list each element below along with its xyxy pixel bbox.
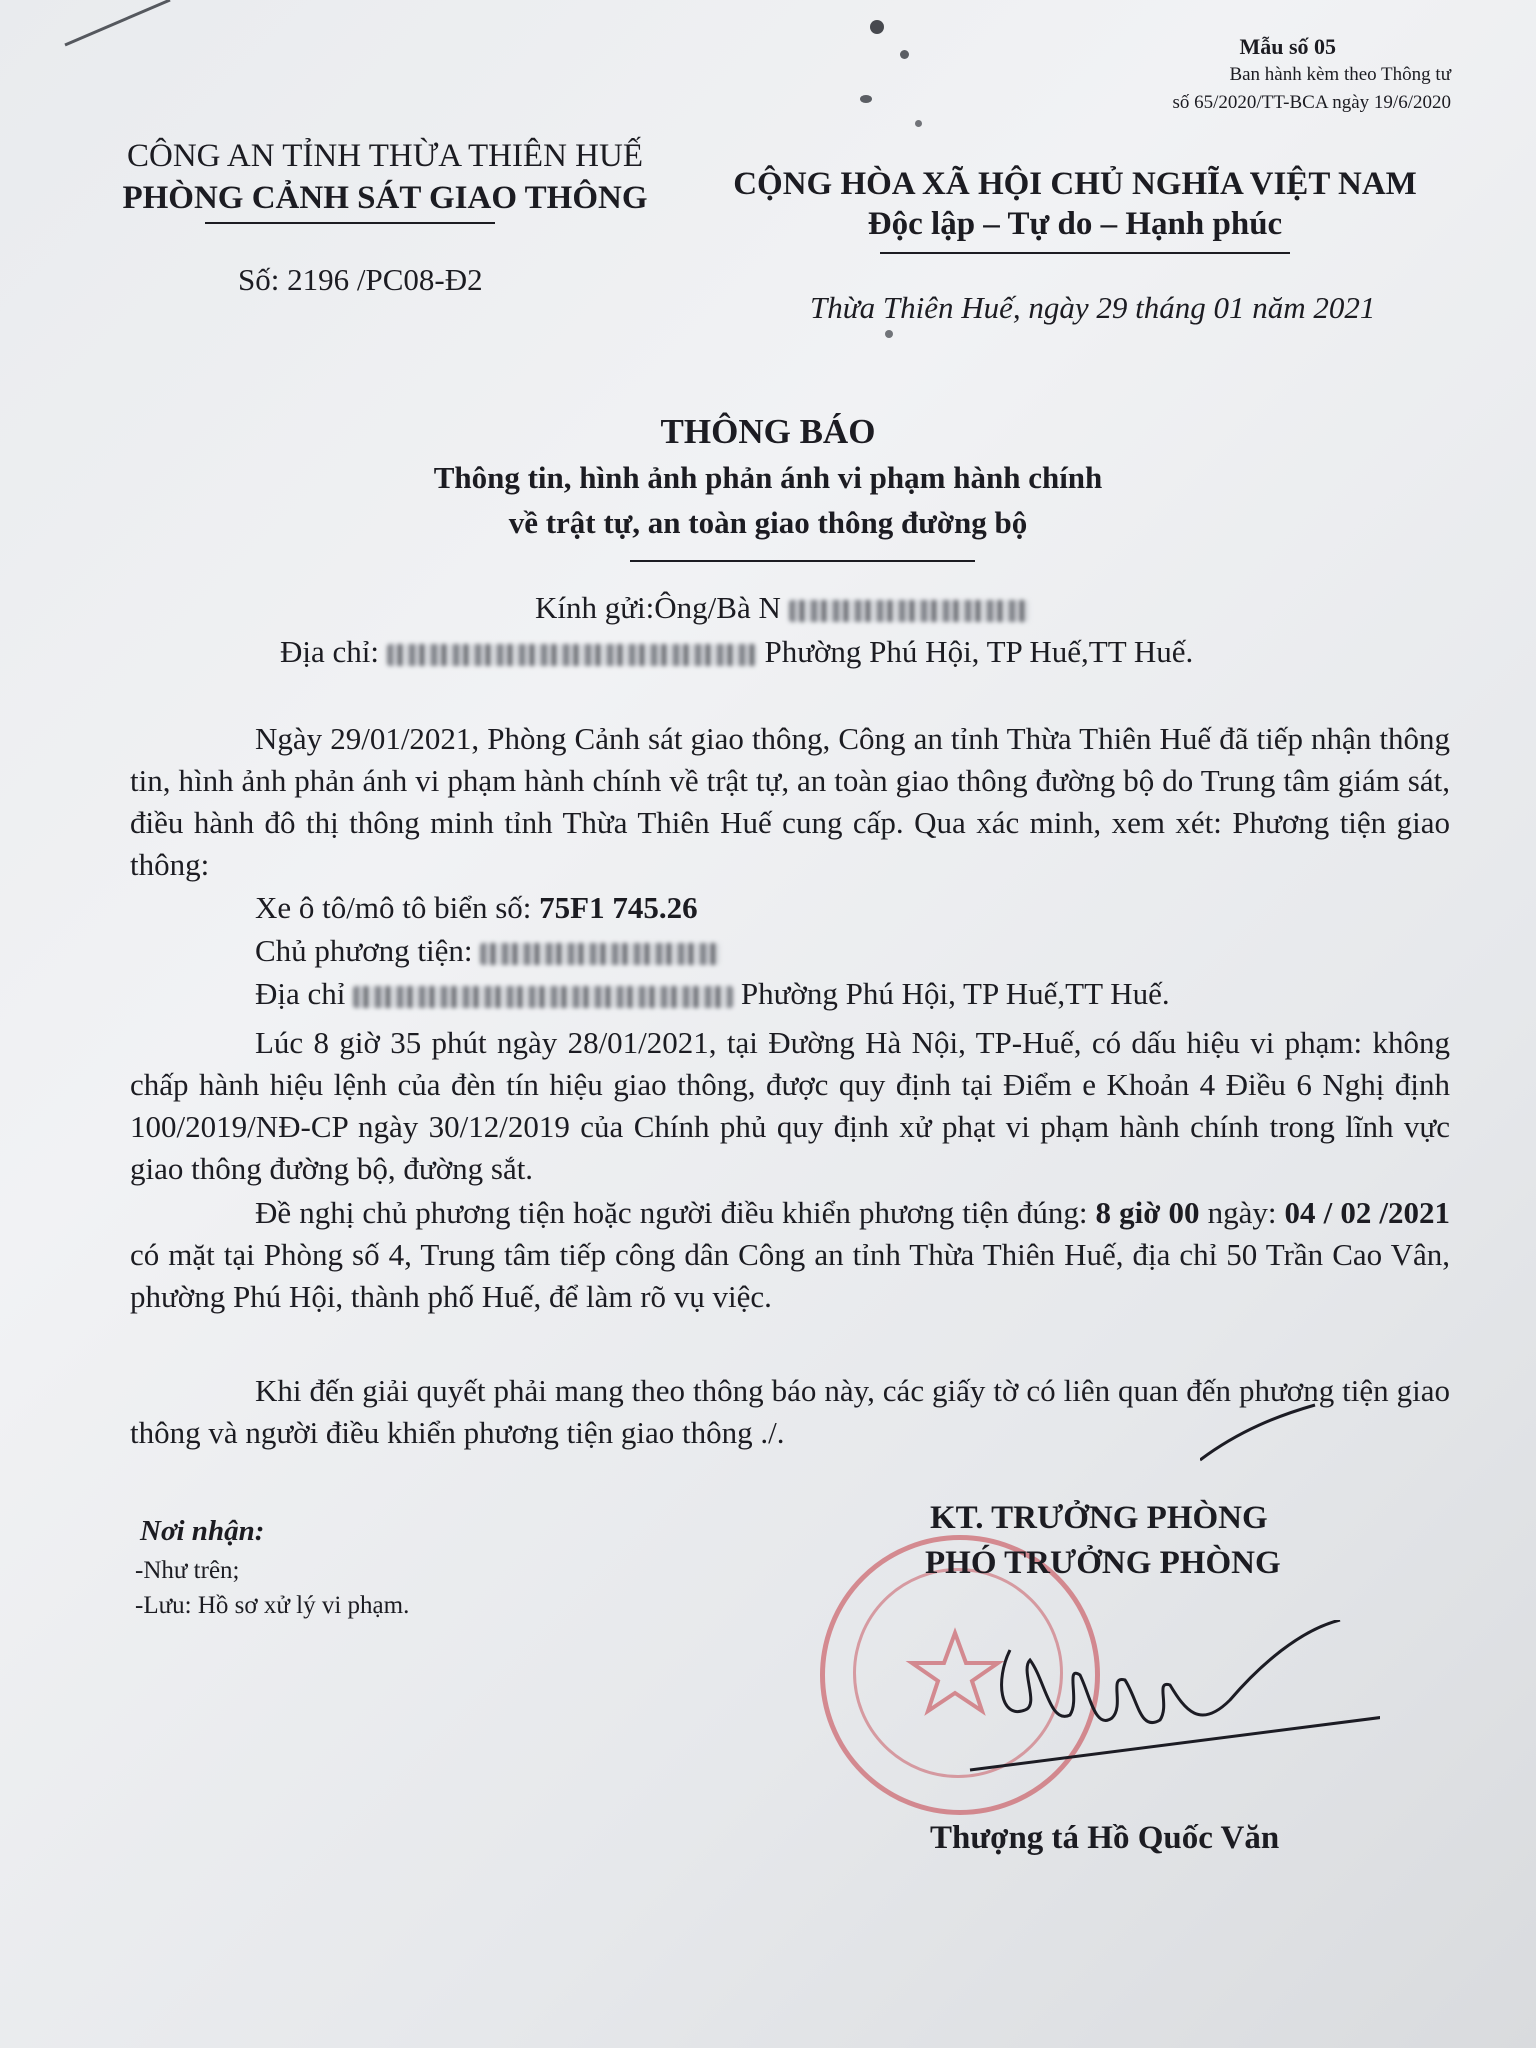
address-tail: Phường Phú Hội, TP Huế,TT Huế. — [764, 634, 1194, 669]
initial-mark — [1200, 1400, 1320, 1480]
agency-parent: CÔNG AN TỈNH THỪA THIÊN HUẾ — [126, 138, 643, 174]
vehicle-line — [255, 890, 698, 926]
owner-address-label: Địa chỉ — [255, 976, 346, 1011]
ink-smudge — [915, 120, 922, 127]
recipients-title: Nơi nhận: — [140, 1515, 265, 1547]
place-date: Thừa Thiên Huế, ngày 29 tháng 01 năm 2021 — [810, 290, 1376, 325]
recipients-line-2: -Lưu: Hồ sơ xử lý vi phạm. — [135, 1592, 410, 1619]
form-circular-line: số 65/2020/TT-BCA ngày 19/6/2020 — [1172, 92, 1451, 113]
owner-address-tail: Phường Phú Hội, TP Huế,TT Huế. — [740, 976, 1170, 1011]
summons-text-a: Đề nghị chủ phương tiện hoặc người điều khiển phương tiện đúng: — [255, 1195, 1096, 1230]
ink-smudge — [870, 20, 884, 34]
ink-smudge — [860, 95, 872, 103]
paragraph-summons — [130, 1192, 1450, 1318]
vehicle-label: Xe ô tô/mô tô biển số: — [255, 890, 540, 925]
notice-subtitle-1: Thông tin, hình ảnh phản ánh vi phạm hành chính — [433, 460, 1103, 495]
license-plate: 75F1 745.26 — [539, 890, 698, 925]
recipients-line-1: -Như trên; — [135, 1557, 240, 1584]
owner-label: Chủ phương tiện: — [255, 933, 473, 968]
motto-underline — [880, 252, 1290, 254]
agency-underline — [205, 222, 495, 224]
summons-time: 8 giờ 00 — [1095, 1195, 1200, 1230]
recipient-label: Kính gửi:Ông/Bà N — [535, 590, 781, 625]
form-number: Mẫu số 05 — [1239, 34, 1336, 59]
recipient-line — [535, 590, 1029, 626]
title-underline — [630, 560, 975, 562]
notice-title: THÔNG BÁO — [660, 412, 876, 451]
redacted-name — [789, 600, 1029, 622]
ink-smudge — [900, 50, 909, 59]
redacted-owner — [480, 943, 720, 965]
national-title: CỘNG HÒA XÃ HỘI CHỦ NGHĨA VIỆT NAM — [733, 166, 1417, 202]
summons-text-b: ngày: — [1199, 1195, 1285, 1230]
owner-line — [255, 933, 720, 969]
summons-text-c: có mặt tại Phòng số 4, Trung tâm tiếp công dân Công an tỉnh Thừa Thiên Huế, địa chỉ 50 Trần Cao Vân, phường Phú Hội, thành phố Huế, để làm rõ vụ việc. — [130, 1237, 1450, 1314]
signature-title-2: PHÓ TRƯỞNG PHÒNG — [925, 1545, 1281, 1581]
paragraph-intro: Ngày 29/01/2021, Phòng Cảnh sát giao thông, Công an tỉnh Thừa Thiên Huế đã tiếp nhận thông tin, hình ảnh phản ánh vi phạm hành chính về trật tự, an toàn giao thông đường bộ do Trung tâm giám sát, điều hành đô thị thông minh tỉnh Thừa Thiên Huế cung cấp. Qua xác minh, xem xét: Phương tiện giao thông: — [130, 721, 1450, 882]
ink-smudge — [885, 330, 893, 338]
notice-subtitle-2: về trật tự, an toàn giao thông đường bộ — [508, 505, 1028, 540]
agency-name: PHÒNG CẢNH SÁT GIAO THÔNG — [122, 180, 648, 216]
national-motto: Độc lập – Tự do – Hạnh phúc — [867, 206, 1283, 242]
redacted-owner-address — [353, 986, 733, 1008]
paragraph-documents: Khi đến giải quyết phải mang theo thông báo này, các giấy tờ có liên quan đến phương tiện giao thông và người điều khiển phương tiện giao thông ./. — [130, 1373, 1450, 1450]
signature-title-1: KT. TRƯỞNG PHÒNG — [930, 1500, 1268, 1536]
signer-name: Thượng tá Hồ Quốc Văn — [930, 1820, 1280, 1856]
address-label: Địa chỉ: — [280, 634, 379, 669]
scratch-mark — [60, 0, 180, 60]
form-issued-line: Ban hành kèm theo Thông tư — [1229, 64, 1451, 85]
paragraph-violation: Lúc 8 giờ 35 phút ngày 28/01/2021, tại Đường Hà Nội, TP-Huế, có dấu hiệu vi phạm: không chấp hành hiệu lệnh của đèn tín hiệu giao thông, được quy định tại Điểm e Khoản 4 Điều 6 Nghị định 100/2019/NĐ-CP ngày 30/12/2019 của Chính phủ quy định xử phạt vi phạm hành chính trong lĩnh vực giao thông đường bộ, đường sắt. — [130, 1025, 1450, 1186]
handwritten-signature — [900, 1620, 1380, 1840]
redacted-address — [387, 644, 757, 666]
owner-address-line — [255, 976, 1170, 1012]
recipient-address-line — [280, 634, 1193, 670]
document-number: Số: 2196 /PC08-Đ2 — [238, 262, 483, 297]
summons-date: 04 / 02 /2021 — [1284, 1195, 1451, 1230]
